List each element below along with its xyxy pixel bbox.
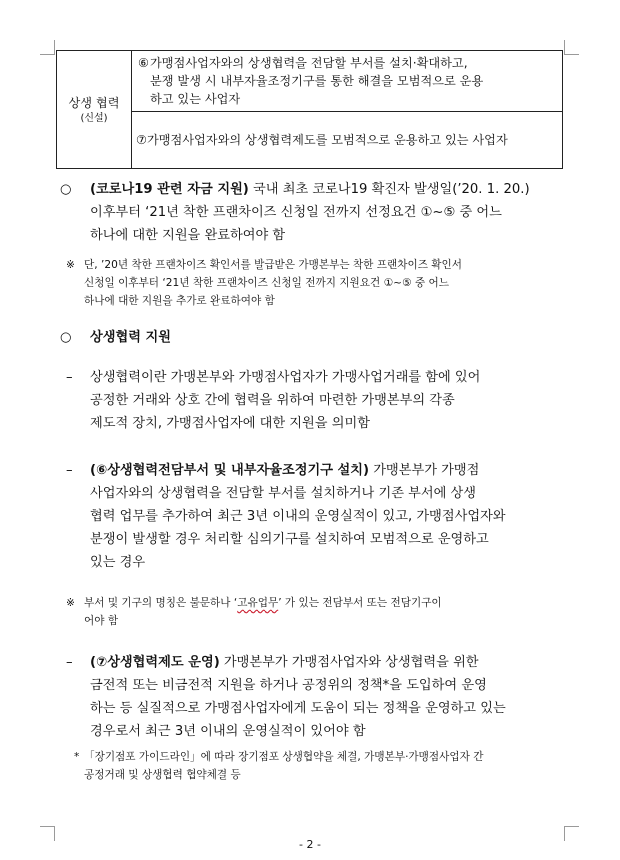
note-3 — [74, 748, 568, 784]
item6-line: 사업자와의 상생협력을 전담할 부서를 설치하거나 기존 부서에 상생 — [90, 486, 477, 501]
item7-paragraph — [60, 651, 568, 743]
dash-mark: – — [66, 655, 73, 670]
covid-line: 이후부터 ‘21년 착한 프랜차이즈 신청일 전까지 선정요건 ①~⑤ 중 어느 — [90, 205, 502, 220]
item6-line: 가맹점사업자와의 상생협력을 전담할 부서를 설치·확대하고, — [150, 56, 468, 70]
definition-paragraph — [60, 366, 568, 435]
item6-line: 분쟁이 발생할 경우 처리할 심의기구를 설치하여 모범적으로 운영하고 — [90, 532, 489, 547]
section-bullet: ○ — [60, 330, 72, 345]
note-line: 하나에 대한 지원을 추가로 완료하여야 함 — [84, 295, 275, 307]
table-label: 상생 협력 — [68, 96, 120, 110]
table-row-item7 — [132, 112, 563, 169]
corner-mark-top-right — [564, 40, 579, 55]
item7-text: 가맹점사업자와의 상생협력제도를 모범적으로 운용하고 있는 사업자 — [146, 133, 508, 147]
definition-line: 제도적 장치, 가맹점사업자에 대한 지원을 의미함 — [90, 416, 370, 431]
covid-line: 국내 최초 코로나19 확진자 발생일(’20. 1. 20.) — [248, 182, 530, 197]
note-line: ’ 가 있는 전담부서 또는 전담기구이 — [278, 597, 442, 609]
section-bullet: ○ — [60, 182, 72, 197]
note-1 — [66, 256, 566, 310]
covid-title: (코로나19 관련 자금 지원) — [90, 182, 249, 197]
table-label-sub: (신설) — [80, 113, 108, 124]
item6-line: 있는 경우 — [90, 555, 146, 570]
table-row-item6 — [132, 51, 563, 112]
criteria-table — [56, 50, 563, 169]
table-label-cell — [57, 51, 132, 169]
item7-line: 하는 등 실질적으로 가맹점사업자에게 도움이 되는 정책을 운영하고 있는 — [90, 701, 506, 716]
note-line: 부서 및 기구의 명칭은 불문하나 ‘ — [84, 597, 238, 609]
definition-line: 상생협력이란 가맹본부와 가맹점사업자가 가맹사업거래를 함에 있어 — [90, 370, 481, 385]
item6-line: 가맹본부가 가맹점 — [369, 463, 480, 478]
definition-line: 공정한 거래와 상호 간에 협력을 위하여 마련한 가맹본부의 각종 — [90, 393, 455, 408]
note-line: 공정거래 및 상생협력 협약체결 등 — [84, 769, 241, 781]
note-mark: ※ — [66, 597, 75, 609]
note-mark: ※ — [66, 259, 75, 271]
covid-section — [60, 178, 568, 247]
dash-mark: – — [66, 463, 73, 478]
item7-line: 금전적 또는 비금전적 지원을 하거나 공정위의 정책*을 도입하여 운영 — [90, 678, 487, 693]
note-keyword: 고유업무 — [237, 597, 279, 609]
note-line: 어야 함 — [84, 615, 119, 627]
item6-title: (⑥상생협력전담부서 및 내부자율조정기구 설치) — [90, 463, 370, 478]
coop-heading — [60, 326, 568, 349]
note-line: 단, ’20년 착한 프랜차이즈 확인서를 발급받은 가맹본부는 착한 프랜차이즈 확인서 — [84, 259, 462, 271]
note-line: 「장기점포 가이드라인」에 따라 장기점포 상생협약을 체결, 가맹본부·가맹점사업자 간 — [84, 751, 484, 763]
item7-title: (⑦상생협력제도 운영) — [90, 655, 220, 670]
item7-line: 경우로서 최근 3년 이내의 운영실적이 있어야 함 — [90, 724, 366, 739]
item6-paragraph — [60, 459, 568, 574]
note-line: 신청일 이후부터 ‘21년 착한 프랜차이즈 신청일 전까지 지원요건 ①~⑤ 중 어느 — [84, 277, 449, 289]
note-mark: * — [74, 751, 80, 763]
corner-mark-top-left — [40, 40, 55, 55]
item7-line: 가맹본부가 가맹점사업자와 상생협력을 위한 — [219, 655, 479, 670]
covid-line: 하나에 대한 지원을 완료하여야 함 — [90, 228, 286, 243]
item6-line: 협력 업무를 추가하여 최근 3년 이내의 운영실적이 있고, 가맹점사업자와 — [90, 509, 506, 524]
item6-line: 하고 있는 사업자 — [150, 92, 241, 106]
note-2 — [66, 594, 566, 630]
page-number: - 2 - — [299, 838, 321, 851]
coop-title: 상생협력 지원 — [90, 330, 172, 345]
dash-mark: – — [66, 370, 73, 385]
item6-number: ⑥ — [138, 56, 149, 70]
item6-line: 분쟁 발생 시 내부자율조정기구를 통한 해결을 모범적으로 운용 — [150, 74, 484, 88]
item7-number: ⑦ — [136, 133, 147, 147]
